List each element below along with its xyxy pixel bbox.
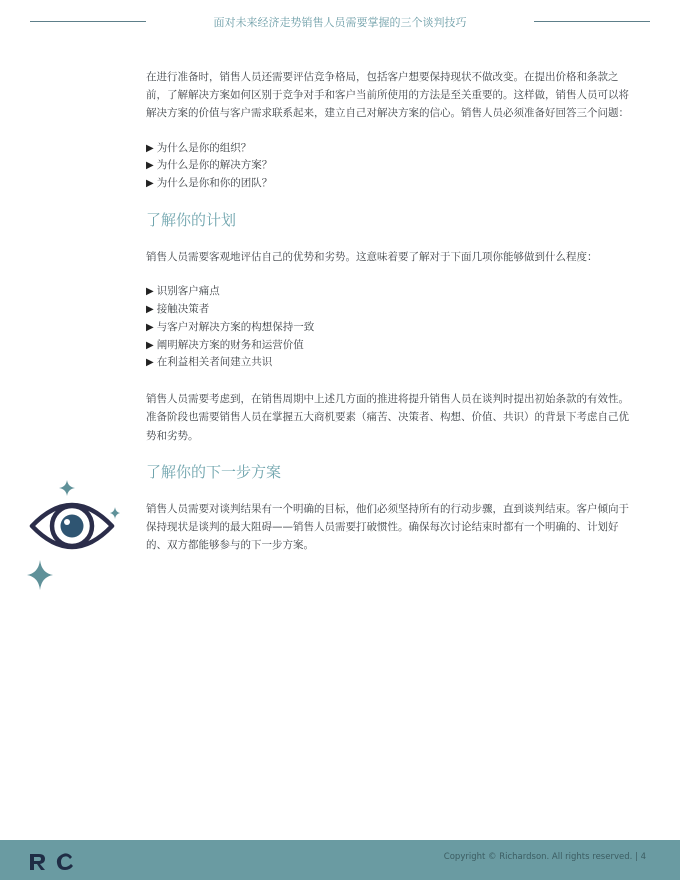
list-item: ▶ 识别客户痛点	[146, 285, 220, 298]
sparkle-icon	[27, 560, 53, 590]
triangle-bullet-icon: ▶	[146, 178, 154, 190]
questions-list	[146, 140, 634, 193]
eye-illustration	[22, 474, 132, 594]
richardson-logo-icon	[30, 848, 80, 872]
list-item: ▶ 接触决策者	[146, 303, 210, 315]
plan-paragraph: 销售人员需要客观地评估自己的优势和劣势。这意味着要了解对于下面几项你能够做到什么程度：	[146, 251, 598, 263]
triangle-bullet-icon: ▶	[146, 321, 154, 333]
header-rule-right	[534, 21, 650, 22]
list-item: ▶ 为什么是你的组织？	[146, 141, 252, 154]
triangle-bullet-icon: ▶	[146, 286, 154, 298]
list-item: ▶ 阐明解决方案的财务和运营价值	[146, 338, 304, 351]
list-item: ▶ 在利益相关者间建立共识	[146, 356, 273, 369]
copyright-text: Copyright © Richardson. All rights reserved. | 4	[443, 852, 646, 862]
triangle-bullet-icon: ▶	[146, 304, 154, 315]
header-rule-left	[30, 21, 146, 22]
intro-paragraph: 在进行准备时，销售人员还需要评估竞争格局，包括客户想要保持现状不做改变。在提出价格和条款之前，了解解决方案如何区别于竞争对手和客户当前所使用的方法是至关重要的。这样做，销售人员可以将解决方案的价值与客户需求联系起来，建立自己对解决方案的信心。销售人员必须准备好回答三个问题：	[146, 71, 629, 120]
eye-icon	[22, 474, 132, 594]
sparkle-icon	[59, 480, 75, 496]
sparkle-icon	[110, 507, 120, 519]
triangle-bullet-icon: ▶	[146, 142, 154, 154]
page-header	[0, 12, 680, 32]
main-content	[146, 68, 634, 554]
triangle-bullet-icon: ▶	[146, 339, 154, 351]
section-heading-next-steps: 了解你的下一步方案	[146, 462, 282, 481]
plan-closing-paragraph: 销售人员需要考虑到，在销售周期中上述几方面的推进将提升销售人员在谈判时提出初始条款的有效性。准备阶段也需要销售人员在掌握五大商机要素（痛苦、决策者、构想、价值、共识）的背景下考虑自己优势和劣势。	[146, 393, 629, 442]
list-item: ▶ 与客户对解决方案的构想保持一致	[146, 320, 315, 333]
list-item: ▶ 为什么是你和你的团队？	[146, 177, 273, 190]
list-item: ▶ 为什么是你的解决方案？	[146, 159, 273, 172]
plan-list	[146, 283, 634, 372]
triangle-bullet-icon: ▶	[146, 357, 154, 369]
section-heading-plan: 了解你的计划	[146, 211, 237, 229]
next-steps-paragraph: 销售人员需要对谈判结果有一个明确的目标，他们必须坚持所有的行动步骤，直到谈判结束。客户倾向于保持现状是谈判的最大阻碍——销售人员需要打破惯性。确保每次讨论结束时都有一个明确的、计划好的、双方都能够参与的下一步方案。	[146, 502, 629, 552]
triangle-bullet-icon: ▶	[146, 160, 154, 172]
page-footer	[0, 840, 680, 880]
header-title: 面对未来经济走势销售人员需要掌握的三个谈判技巧	[213, 16, 467, 29]
